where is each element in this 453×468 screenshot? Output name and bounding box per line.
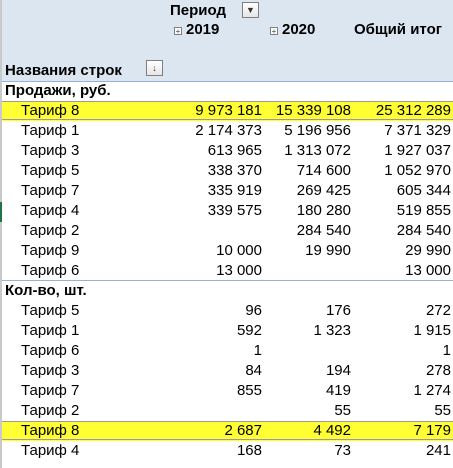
column-header-2020[interactable]: 2020 bbox=[282, 21, 316, 38]
table-row[interactable] bbox=[2, 441, 453, 461]
row-label: Тариф 4 bbox=[21, 202, 80, 219]
value-2019: 96 bbox=[245, 302, 262, 319]
row-label: Тариф 6 bbox=[21, 262, 80, 279]
table-row[interactable] bbox=[2, 101, 453, 121]
value-total: 25 312 289 bbox=[375, 102, 451, 119]
row-label: Тариф 8 bbox=[21, 102, 80, 119]
column-header-total: Общий итог bbox=[354, 21, 442, 38]
value-2019: 10 000 bbox=[216, 242, 262, 259]
table-row[interactable] bbox=[2, 301, 453, 321]
value-2019: 9 973 181 bbox=[195, 102, 262, 119]
filter-sort-icon: ↓ bbox=[152, 63, 157, 73]
table-row[interactable] bbox=[2, 261, 453, 281]
table-row[interactable] bbox=[2, 141, 453, 161]
value-total: 29 990 bbox=[405, 242, 451, 259]
row-label: Тариф 7 bbox=[21, 382, 80, 399]
value-2019: 339 575 bbox=[207, 202, 262, 219]
value-2020: 73 bbox=[334, 442, 351, 459]
table-row[interactable] bbox=[2, 121, 453, 141]
value-total: 1 915 bbox=[413, 322, 451, 339]
value-2019: 2 174 373 bbox=[195, 122, 262, 139]
table-row[interactable] bbox=[2, 241, 453, 261]
value-2020: 419 bbox=[325, 382, 351, 399]
row-label: Тариф 1 bbox=[21, 122, 80, 139]
value-2020: 284 540 bbox=[296, 222, 351, 239]
value-total: 519 855 bbox=[396, 202, 451, 219]
table-row[interactable] bbox=[2, 341, 453, 361]
row-label: Тариф 2 bbox=[21, 402, 80, 419]
value-total: 605 344 bbox=[396, 182, 451, 199]
value-total: 13 000 bbox=[405, 262, 451, 279]
value-2020: 19 990 bbox=[305, 242, 351, 259]
row-labels-header: Названия строк bbox=[5, 62, 122, 79]
row-label: Тариф 2 bbox=[21, 222, 80, 239]
value-total: 7 179 bbox=[413, 422, 451, 439]
table-row[interactable] bbox=[2, 201, 453, 221]
row-label: Тариф 9 bbox=[21, 242, 80, 259]
value-2020: 714 600 bbox=[296, 162, 351, 179]
value-2019: 168 bbox=[236, 442, 262, 459]
value-2019: 1 bbox=[253, 342, 262, 359]
value-2019: 592 bbox=[236, 322, 262, 339]
table-row[interactable] bbox=[2, 161, 453, 181]
value-2019: 613 965 bbox=[207, 142, 262, 159]
value-total: 241 bbox=[425, 442, 451, 459]
value-2019: 338 370 bbox=[207, 162, 262, 179]
table-row[interactable] bbox=[2, 221, 453, 241]
value-2020: 5 196 956 bbox=[284, 122, 351, 139]
value-2019: 335 919 bbox=[207, 182, 262, 199]
table-row[interactable] bbox=[2, 361, 453, 381]
value-2020: 15 339 108 bbox=[275, 102, 351, 119]
value-total: 1 274 bbox=[413, 382, 451, 399]
row-label: Тариф 6 bbox=[21, 342, 80, 359]
row-label: Тариф 3 bbox=[21, 362, 80, 379]
row-label: Тариф 4 bbox=[21, 442, 80, 459]
table-row[interactable] bbox=[2, 181, 453, 201]
period-field-label: Период bbox=[170, 2, 226, 19]
value-2020: 1 323 bbox=[313, 322, 351, 339]
expand-2020-icon[interactable]: + bbox=[271, 27, 277, 36]
table-row[interactable] bbox=[2, 321, 453, 341]
value-2020: 1 313 072 bbox=[284, 142, 351, 159]
value-2019: 84 bbox=[245, 362, 262, 379]
value-2020: 269 425 bbox=[296, 182, 351, 199]
value-total: 7 371 329 bbox=[384, 122, 451, 139]
row-label: Тариф 3 bbox=[21, 142, 80, 159]
value-total: 272 bbox=[425, 302, 451, 319]
value-2020: 55 bbox=[334, 402, 351, 419]
row-label: Тариф 5 bbox=[21, 162, 80, 179]
value-2019: 2 687 bbox=[224, 422, 262, 439]
period-filter-button[interactable] bbox=[242, 2, 259, 18]
value-total: 284 540 bbox=[396, 222, 451, 239]
value-2020: 194 bbox=[325, 362, 351, 379]
section-title[interactable]: Кол-во, шт. bbox=[5, 282, 87, 299]
row-labels-filter-button[interactable] bbox=[146, 60, 163, 76]
value-2019: 855 bbox=[236, 382, 262, 399]
dropdown-arrow-icon: ▼ bbox=[246, 5, 255, 15]
value-2019: 13 000 bbox=[216, 262, 262, 279]
value-total: 55 bbox=[434, 402, 451, 419]
row-label: Тариф 8 bbox=[21, 422, 80, 439]
expand-2019-icon[interactable]: + bbox=[175, 27, 181, 36]
value-total: 278 bbox=[425, 362, 451, 379]
value-total: 1 bbox=[442, 342, 451, 359]
value-2020: 4 492 bbox=[313, 422, 351, 439]
value-total: 1 927 037 bbox=[384, 142, 451, 159]
table-row[interactable] bbox=[2, 401, 453, 421]
column-header-2019[interactable]: 2019 bbox=[186, 21, 220, 38]
value-2020: 176 bbox=[325, 302, 351, 319]
value-2020: 180 280 bbox=[296, 202, 351, 219]
table-row[interactable] bbox=[2, 381, 453, 401]
row-label: Тариф 5 bbox=[21, 302, 80, 319]
section-title[interactable]: Продажи, руб. bbox=[5, 82, 111, 99]
value-total: 1 052 970 bbox=[384, 162, 451, 179]
table-row[interactable] bbox=[2, 421, 453, 441]
row-label: Тариф 7 bbox=[21, 182, 80, 199]
row-label: Тариф 1 bbox=[21, 322, 80, 339]
